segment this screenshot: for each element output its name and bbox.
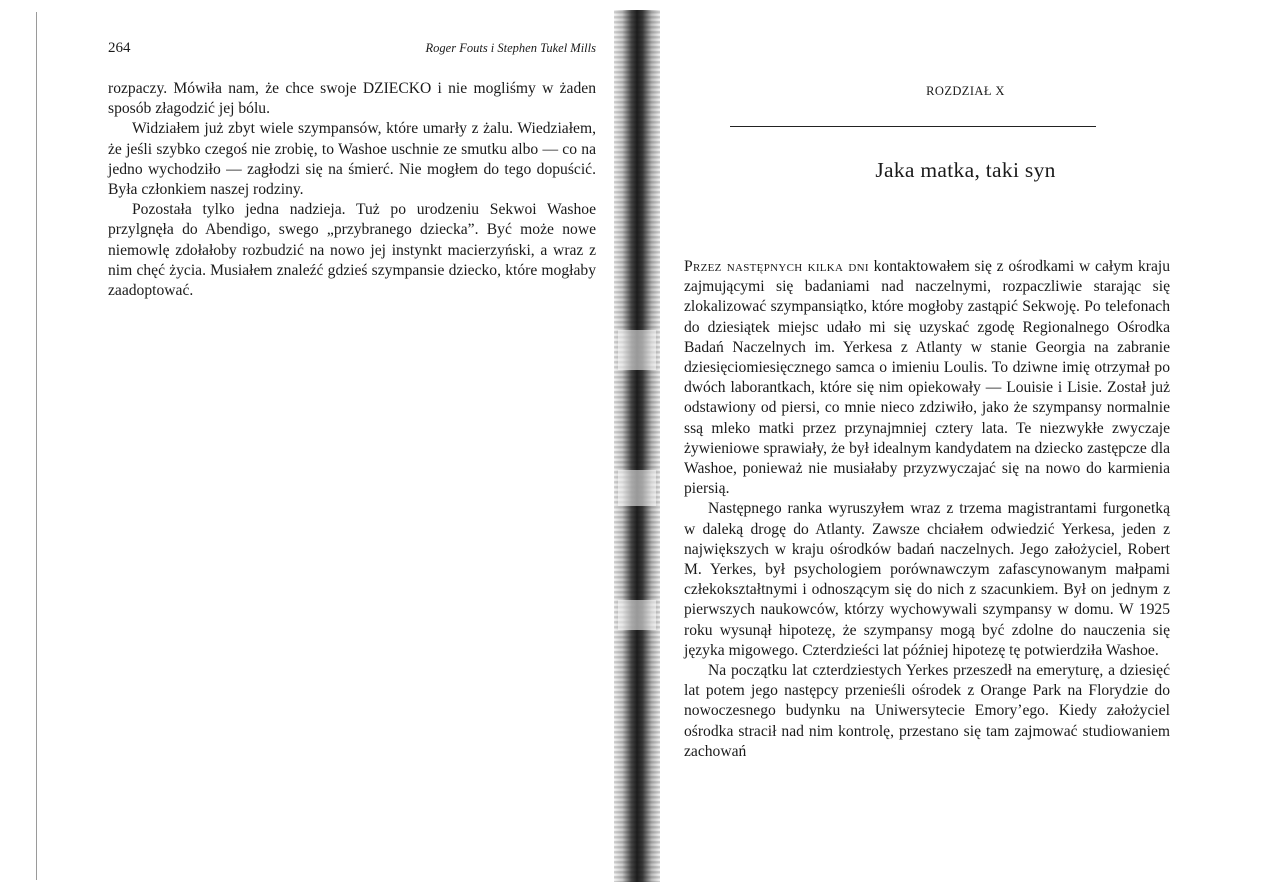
page-number: 264 [108,40,131,56]
chapter-divider [730,126,1096,127]
gutter-highlight [618,470,656,506]
gutter-highlight [618,600,656,630]
book-spine-gutter [614,10,660,882]
paragraph: Następnego ranka wyruszyłem wraz z trzema magistrantami furgonetką w daleką drogę do Atlanty. Zawsze chciałem odwiedzić Yerkesa, jeden z największych w kraju ośrodków badań naczelnych. Jego założyciel, Robert M. Yerkes, był psychologiem porównawczym zafascynowanym małpami człekokształtnymi i odnoszącym się do nich z szacunkiem. Był on jednym z pierwszych naukowców, którzy wychowywali szympansy w domu. W 1925 roku wysunął hipotezę, że szympansy mogą być zdolne do nauczenia się języka migowego. Czterdzieści lat później hipotezę tę potwierdziła Washoe. [684,500,1170,659]
paragraph: Widziałem już zbyt wiele szympansów, które umarły z żalu. Wiedziałem, że jeśli szybko czegoś nie zrobię, to Washoe uschnie ze smutku albo — co na jedno wychodziło — zagłodzi się na śmierć. Nie mogłem do tego dopuścić. Była członkiem naszej rodziny. [108,120,596,199]
opening-smallcaps: Przez następnych kilka dni [684,258,869,275]
running-head-authors: Roger Fouts i Stephen Tukel Mills [425,41,596,55]
paragraph: Na początku lat czterdziestych Yerkes przeszedł na emeryturę, a dziesięć lat potem jego następcy przenieśli ośrodek z Orange Park na Florydzie do nowoczesnego budynku na Uniwersytecie Emory’ego. Kiedy założyciel ośrodka stracił nad nim kontrolę, przestano się tam zajmować studiowaniem zachowań [684,662,1170,760]
chapter-title: Jaka matka, taki syn [875,158,1056,182]
left-page-body [108,79,596,301]
left-margin-rule [36,12,37,880]
paragraph: rozpaczy. Mówiła nam, że chce swoje DZIECKO i nie mogliśmy w żaden sposób złagodzić jej bólu. [108,80,596,118]
paragraph: Pozostała tylko jedna nadzieja. Tuż po urodzeniu Sekwoi Washoe przylgnęła do Abendigo, swego „przybranego dziecka”. Być może nowe niemowlę zdołałoby rozbudzić na nowo jej instynkt macierzyński, a wraz z nim chęć życia. Musiałem znaleźć gdzieś szympansie dziecko, które mogłaby zaadoptować. [108,201,596,300]
opening-paragraph-text: kontaktowałem się z ośrodkami w całym kraju zajmującymi się badaniami nad naczelnymi, rozpaczliwie starając się zlokalizować szympansiątko, które mogłoby zastąpić Sekwoję. Po telefonach do dziesiątek miejsc udało mi się uzyskać zgodę Regionalnego Ośrodka Badań Naczelnych im. Yerkesa z Atlanty w stanie Georgia na zabranie dziesięciomiesięcznego samca o imieniu Loulis. To dziwne imię otrzymał po dwóch laborantkach, które się nim opiekowały — Louisie i Lisie. Został już odstawiony od piersi, co mnie nieco zdziwiło, jako że szympansy normalnie ssą mleko matki przez przynajmniej cztery lata. Te niezwykłe zwyczaje żywieniowe sprawiały, że był idealnym kandydatem na dziecko zastępcze dla Washoe, ponieważ nie musiałaby przyzwyczajać się na nowo do karmienia piersią. [684,258,1170,498]
opening-paragraph [684,257,1170,499]
gutter-highlight [618,330,656,370]
right-page-body [684,257,1170,762]
chapter-label: ROZDZIAŁ X [926,84,1005,98]
